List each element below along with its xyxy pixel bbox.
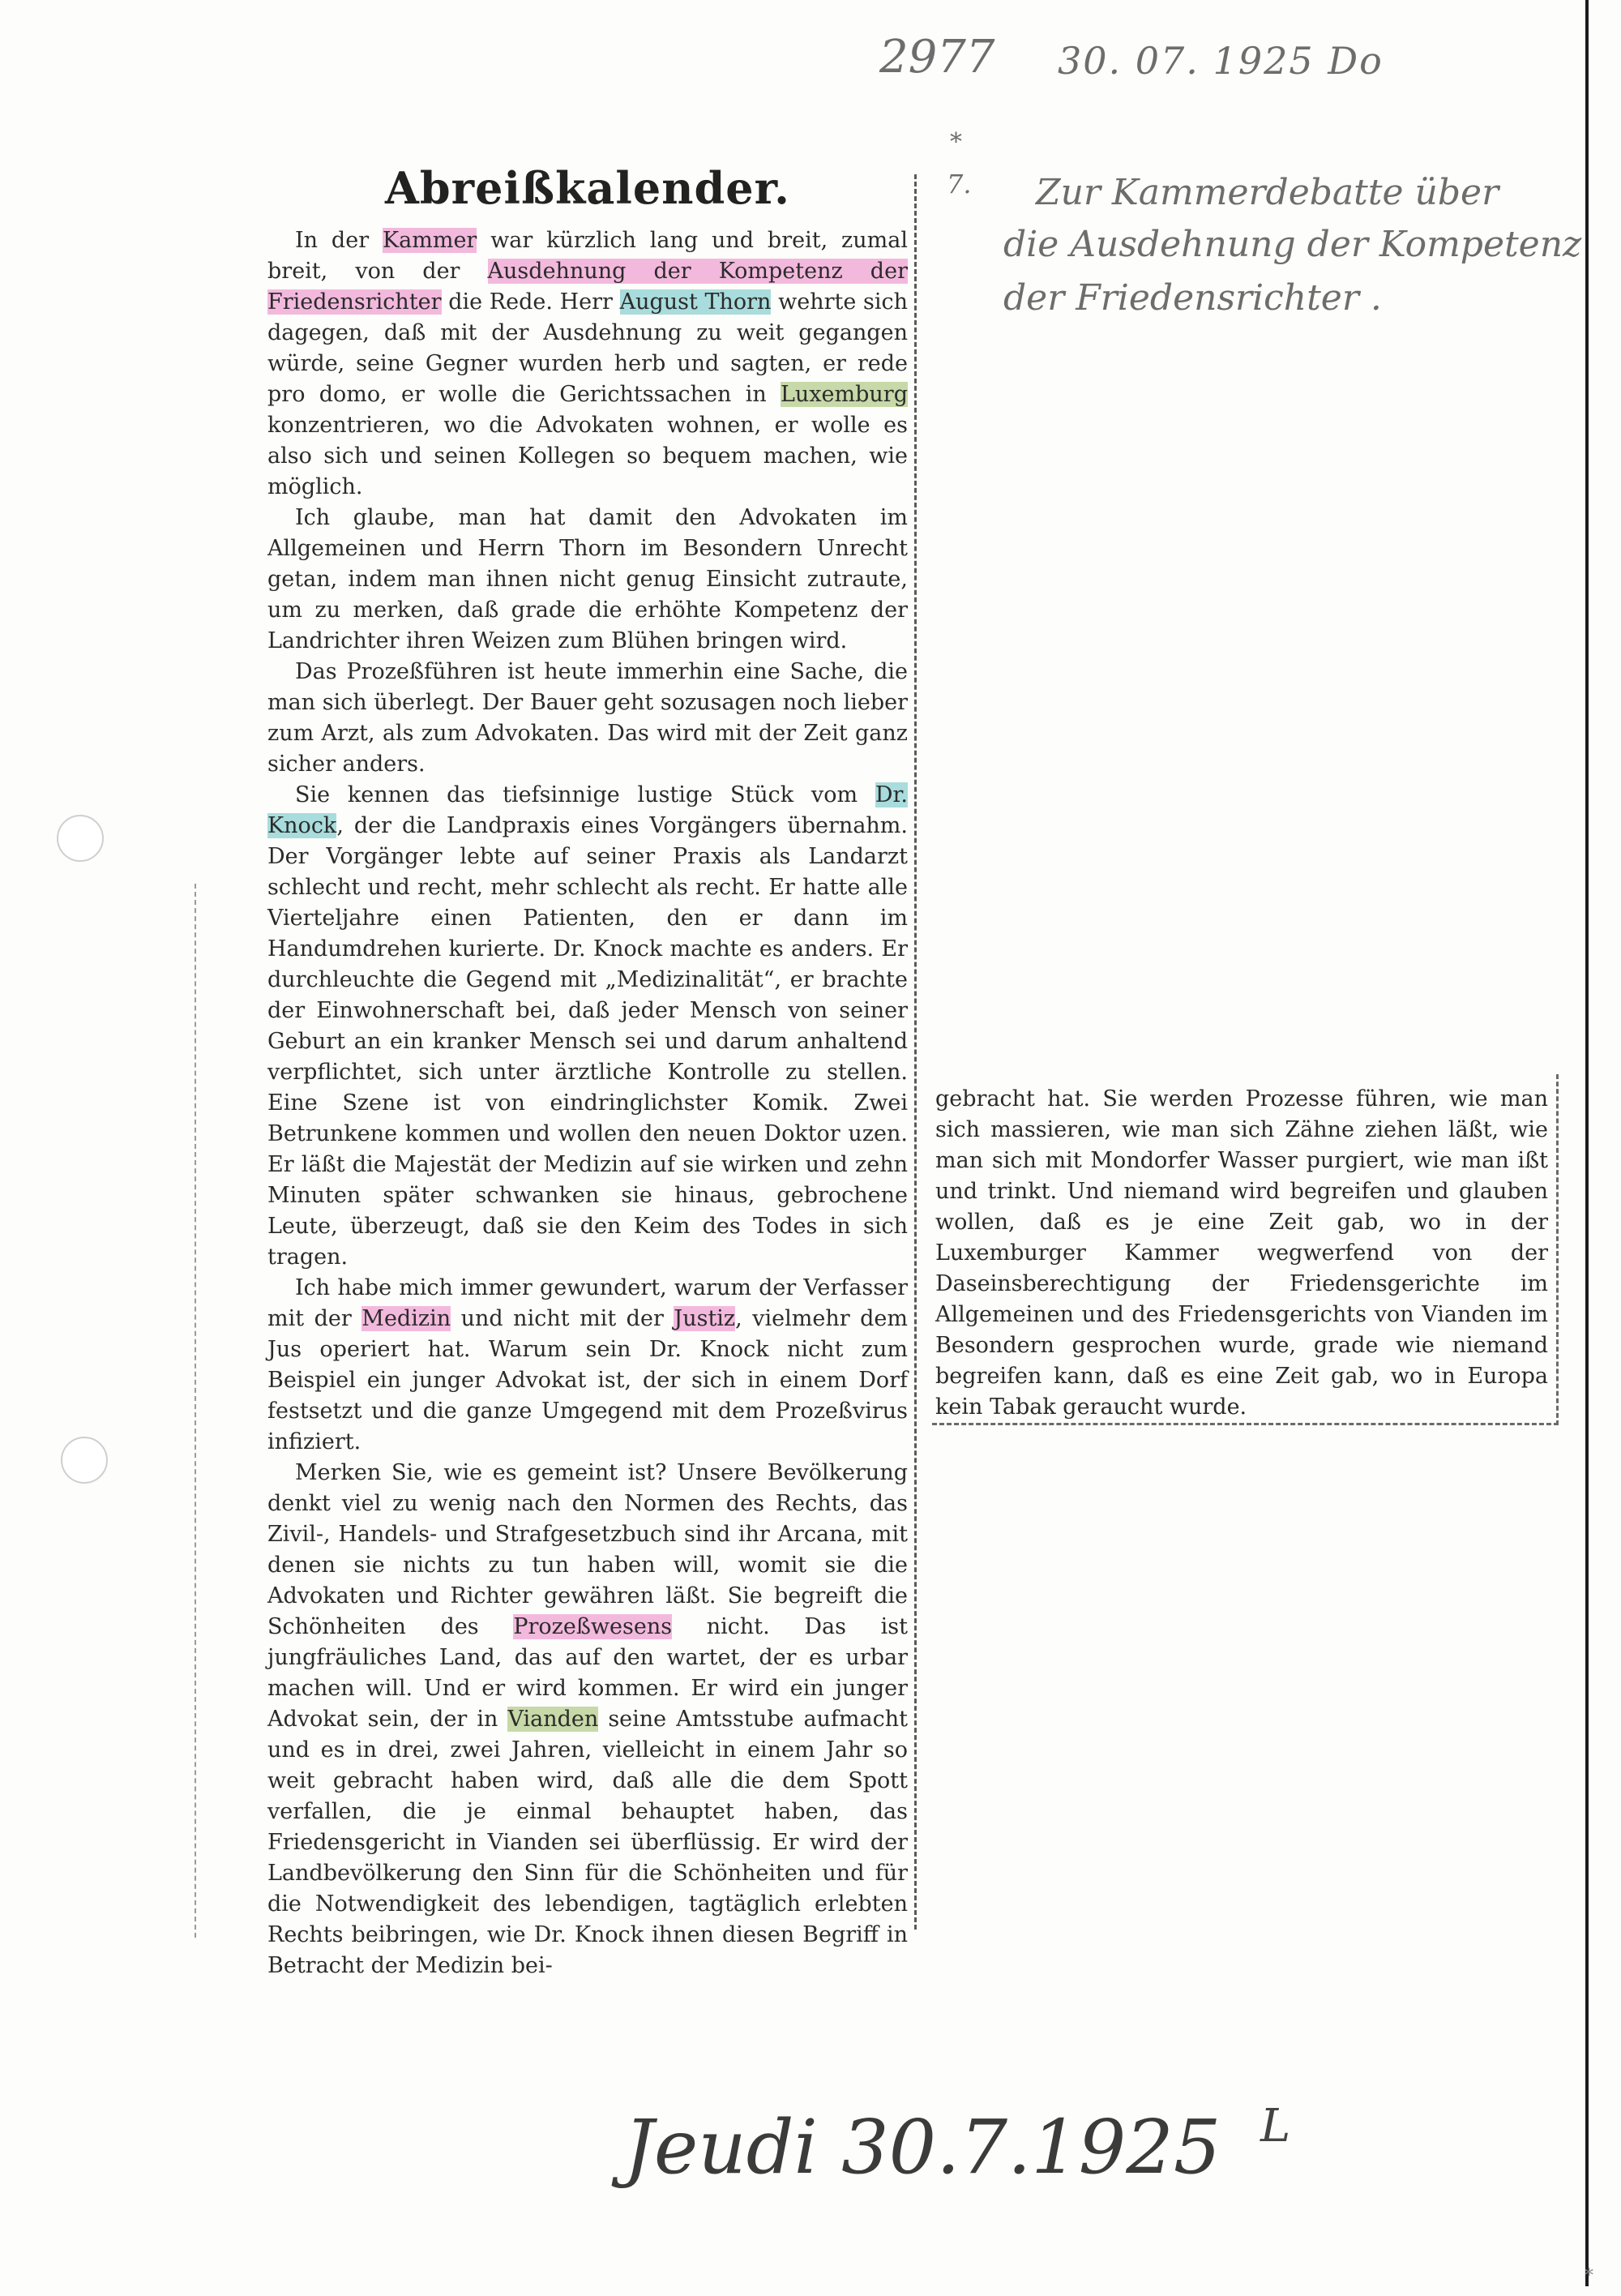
margin-note-line: die Ausdehnung der Kompetenz bbox=[1003, 224, 1582, 265]
highlight-pink: Prozeßwesens bbox=[513, 1614, 673, 1639]
text-run: seine Amtsstube aufmacht und es in drei, zwei Jahren, vielleicht in einem Jahr so weit gebracht haben wird, daß alle die dem Spott verfallen, die je einmal behauptet haben, das Friedensgericht in Vianden sei überflüssig. Er wird der Landbevölkerung den Sinn für die Schönheiten und für die Notwendigkeit des lebendigen, tagtäglich erlebten Rechts beibringen, wie Dr. Knock ihnen diesen Begriff in Betracht der Medizin bei- bbox=[267, 1707, 908, 1978]
text-run: wehrte sich dagegen, daß mit der Ausdehnung zu weit gegangen würde, seine Gegner wurden herb und sagten, er rede pro domo, er wolle die Gerichtssachen in bbox=[267, 289, 908, 407]
article-paragraph bbox=[267, 1458, 908, 1981]
highlight-pink: Medizin bbox=[361, 1306, 451, 1331]
article-paragraph bbox=[267, 225, 908, 503]
handwritten-footer-date: Jeudi 30.7.1925 bbox=[624, 2104, 1221, 2191]
handwritten-date: 30. 07. 1925 Do bbox=[1058, 39, 1384, 83]
margin-note bbox=[1003, 172, 1582, 334]
text-run: konzentrieren, wo die Advokaten wohnen, er wolle es also sich und seinen Kollegen so bequem machen, wie möglich. bbox=[267, 413, 908, 499]
punch-hole bbox=[61, 1437, 108, 1484]
text-run: In der bbox=[295, 228, 383, 253]
article-column bbox=[267, 162, 909, 1978]
article-paragraph bbox=[267, 780, 908, 1273]
margin-note-line: der Friedensrichter . bbox=[1003, 277, 1382, 319]
text-run: Ich habe mich immer gewundert, warum der Verfasser mit der bbox=[267, 1275, 908, 1331]
clipping-edge bbox=[195, 884, 196, 1938]
text-run: und nicht mit der bbox=[451, 1306, 674, 1331]
article-continuation bbox=[932, 1074, 1559, 1425]
text-run: , der die Landpraxis eines Vorgängers übernahm. Der Vorgänger lebte auf seiner Praxis als Landarzt schlecht und recht, mehr schlecht als recht. Er hatte alle Vierteljahre einen Patienten, den er dann im Handumdrehen kurierte. Dr. Knock machte es anders. Er durchleuchte die Gegend mit „Medizinalität“, er brachte der Einwohnerschaft bei, daß jeder Mensch von seiner Geburt an ein kranker Mensch sei und darum anhaltend verpflichtet, sich unter ärztliche Kontrolle zu stellen. Eine Szene ist von eindringlichster Komik. Zwei Betrunkene kommen und wollen den neuen Doktor uzen. Er läßt die Majestät der Medizin auf sie wirken und zehn Minuten später schwanken sie hinaus, gebrochene Leute, überzeugt, daß sie den Keim des Todes in sich tragen. bbox=[267, 813, 908, 1270]
article-paragraph bbox=[267, 1273, 908, 1458]
margin-mark: * bbox=[950, 128, 962, 156]
text-run: Merken Sie, wie es gemeint ist? Unsere Bevölkerung denkt viel zu wenig nach den Normen des Rechts, das Zivil-, Handels- und Strafgesetzbuch sind ihr Arcana, mit denen sie nichts zu tun haben will, womit sie die Advokaten und Richter gewähren läßt. Sie begreift die Schönheiten des bbox=[267, 1460, 908, 1639]
column-divider bbox=[914, 174, 917, 1930]
highlight-pink: Justiz bbox=[674, 1306, 736, 1331]
item-number: 7. bbox=[947, 169, 972, 199]
article-title: Abreißkalender. bbox=[385, 162, 790, 214]
text-run: war kürzlich lang und breit, zumal breit, von der bbox=[267, 228, 908, 284]
highlight-green: Luxemburg bbox=[781, 382, 908, 407]
article-paragraph: Das Prozeßführen ist heute immerhin eine Sache, die man sich überlegt. Der Bauer geht sozusagen noch lieber zum Arzt, als zum Advokaten. Das wird mit der Zeit ganz sicher anders. bbox=[267, 659, 908, 777]
text-run: Sie kennen das tiefsinnige lustige Stück vom bbox=[295, 782, 875, 807]
text-run: die Rede. Herr bbox=[441, 289, 620, 315]
highlight-pink: Kammer bbox=[382, 228, 477, 253]
margin-mark: * bbox=[1585, 2266, 1593, 2286]
archive-number: 2977 bbox=[879, 31, 995, 84]
highlight-blue: Dr. Knock bbox=[267, 782, 908, 838]
highlight-blue: August Thorn bbox=[619, 289, 772, 315]
punch-hole bbox=[57, 815, 104, 862]
text-run: nicht. Das ist jungfräuliches Land, das auf den wartet, der es urbar machen will. Und er wird kommen. Er wird ein junger Advokat sein, der in bbox=[267, 1614, 908, 1732]
article-paragraph: Ich glaube, man hat damit den Advokaten im Allgemeinen und Herrn Thorn im Besondern Unrecht getan, indem man ihnen nicht genug Einsicht zutraute, um zu merken, daß grade die erhöhte Kompetenz der Landrichter ihren Weizen zum Blühen bringen wird. bbox=[267, 505, 908, 653]
handwritten-mark: L bbox=[1260, 2100, 1291, 2152]
highlight-green: Vianden bbox=[507, 1707, 599, 1732]
page-edge-rule bbox=[1585, 0, 1589, 2286]
highlight-pink: Ausdehnung der Kompetenz der Friedensrichter bbox=[267, 259, 908, 315]
margin-note-line: Zur Kammerdebatte über bbox=[1036, 172, 1499, 213]
text-run: , vielmehr dem Jus operiert hat. Warum sein Dr. Knock nicht zum Beispiel ein junger Advokat ist, der sich in einem Dorf festsetzt und die ganze Umgegend mit dem Prozeßvirus infiziert. bbox=[267, 1306, 909, 1454]
continuation-text: gebracht hat. Sie werden Prozesse führen, wie man sich massieren, wie man sich Zähne ziehen läßt, wie man sich mit Mondorfer Wasser purgiert, wie man ißt und trinkt. Und niemand wird begreifen und glauben wollen, daß es je eine Zeit gab, wo in der Luxemburger Kammer wegwerfend von der Daseinsberechtigung der Friedensgerichte im Allgemeinen und des Friedensgerichts von Vianden im Besondern gesprochen wurde, grade wie niemand begreifen kann, daß es eine Zeit gab, wo in Europa kein Tabak geraucht wurde. bbox=[935, 1086, 1548, 1420]
